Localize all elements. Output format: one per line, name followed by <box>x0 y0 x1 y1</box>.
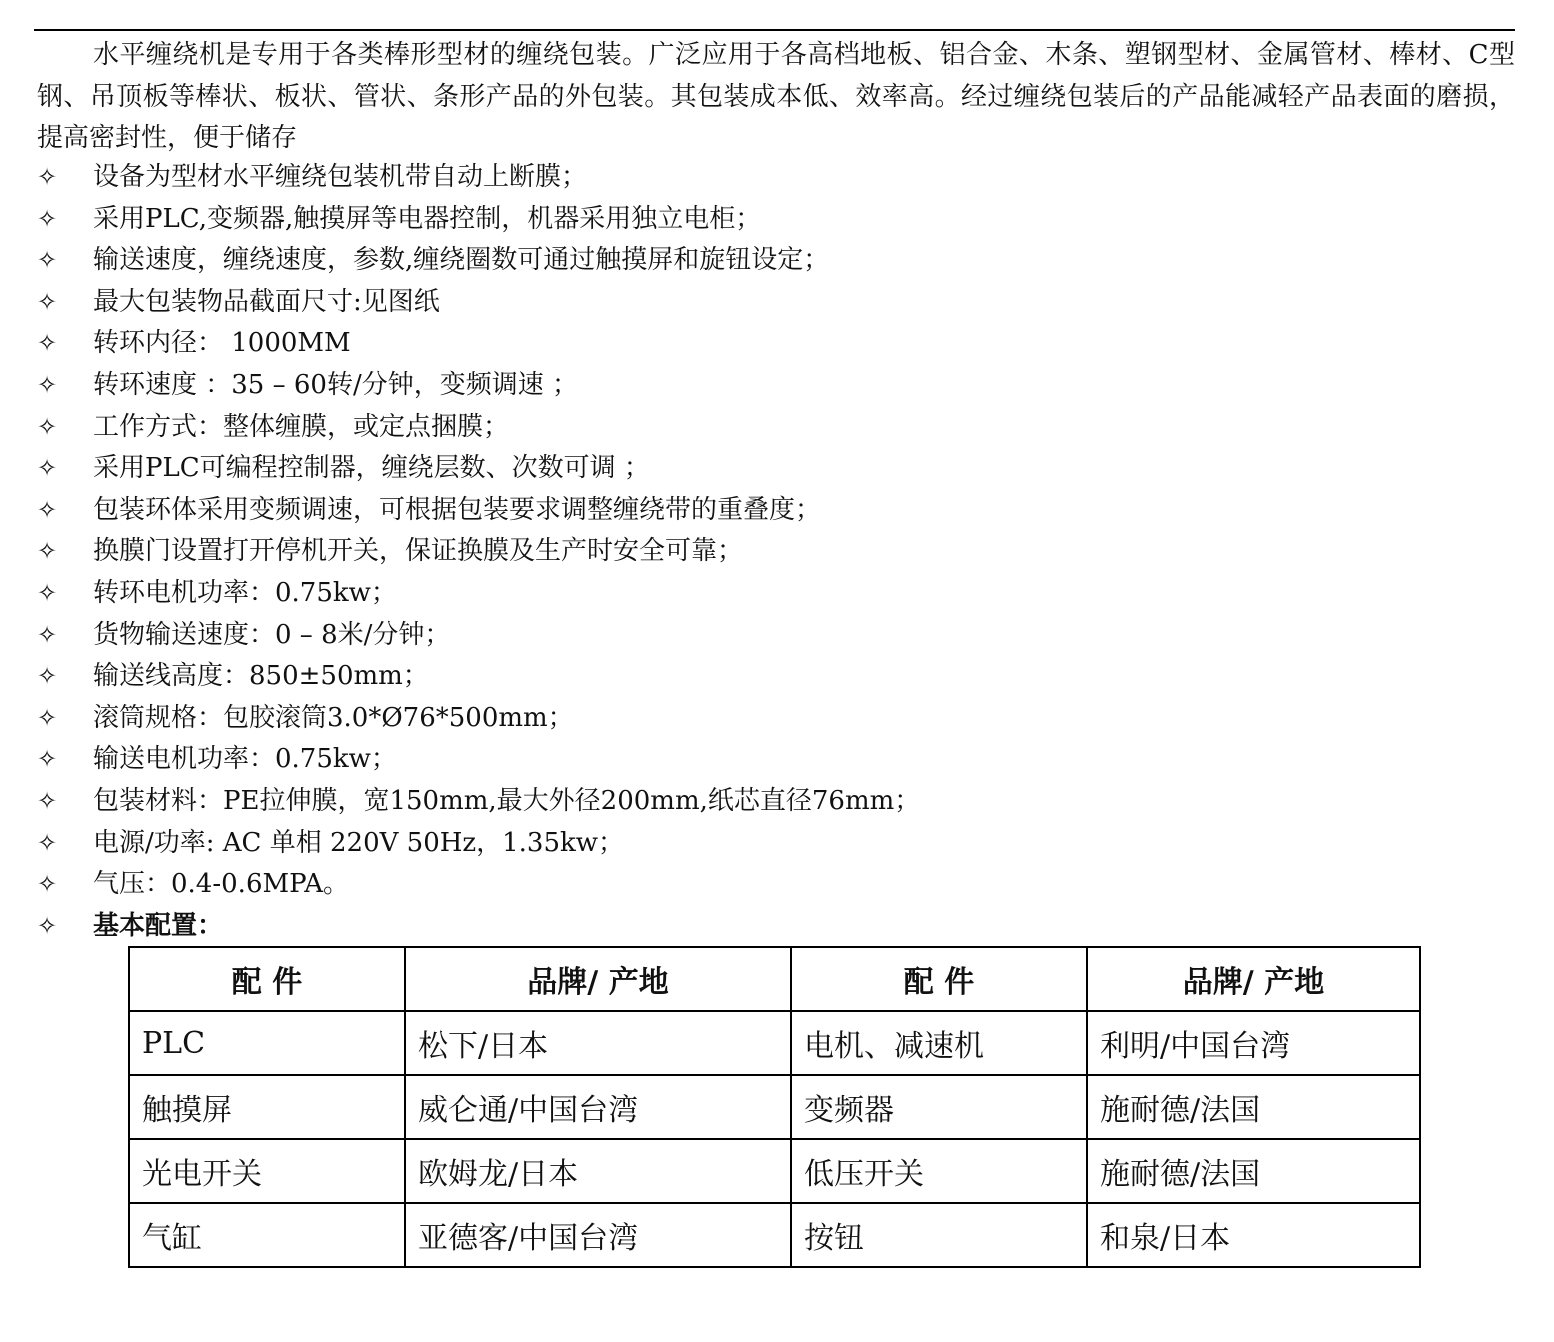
spec-text: 电源/功率: AC 单相 220V 50Hz，1.35kw； <box>93 827 625 858</box>
diamond-bullet-icon: ✧ <box>37 204 58 233</box>
spec-item <box>37 823 1507 865</box>
diamond-bullet-icon: ✧ <box>37 454 58 483</box>
spec-item <box>37 448 1507 490</box>
table-cell: 施耐德/法国 <box>1087 1139 1420 1203</box>
spec-text: 货物输送速度：0 – 8米/分钟； <box>93 619 451 650</box>
diamond-bullet-icon: ✧ <box>37 870 58 899</box>
spec-item <box>37 864 1507 906</box>
table-cell: 施耐德/法国 <box>1087 1075 1420 1139</box>
table-cell: PLC <box>129 1011 405 1075</box>
diamond-bullet-icon: ✧ <box>37 287 58 316</box>
diamond-bullet-icon: ✧ <box>37 163 58 191</box>
config-table <box>128 946 1421 1268</box>
spec-item <box>37 157 1507 199</box>
spec-text: 工作方式：整体缠膜，或定点捆膜； <box>93 411 510 442</box>
header-brand-origin: 品牌/ 产地 <box>405 947 791 1011</box>
spec-text: 转环电机功率：0.75kw； <box>93 577 397 608</box>
header-part: 配 件 <box>791 947 1087 1011</box>
table-cell: 欧姆龙/日本 <box>405 1139 791 1203</box>
diamond-bullet-icon: ✧ <box>37 620 58 649</box>
table-cell: 按钮 <box>791 1203 1087 1267</box>
spec-text: 采用PLC,变频器,触摸屏等电器控制，机器采用独立电柜； <box>93 203 762 234</box>
header-brand-origin: 品牌/ 产地 <box>1087 947 1420 1011</box>
table-cell: 光电开关 <box>129 1139 405 1203</box>
table-cell: 利明/中国台湾 <box>1087 1011 1420 1075</box>
header-part: 配 件 <box>129 947 405 1011</box>
spec-text: 滚筒规格：包胶滚筒3.0*Ø76*500mm； <box>93 702 574 733</box>
diamond-bullet-icon: ✧ <box>37 537 58 566</box>
table-row <box>129 1203 1420 1267</box>
diamond-bullet-icon: ✧ <box>37 745 58 774</box>
spec-item <box>37 739 1507 781</box>
diamond-bullet-icon: ✧ <box>37 786 58 815</box>
table-cell: 和泉/日本 <box>1087 1203 1420 1267</box>
table-cell: 变频器 <box>791 1075 1087 1139</box>
table-row <box>129 1139 1420 1203</box>
spec-text: 输送电机功率：0.75kw； <box>93 744 397 775</box>
spec-text: 包装材料：PE拉伸膜，宽150mm,最大外径200mm,纸芯直径76mm； <box>93 785 921 816</box>
diamond-bullet-icon: ✧ <box>37 495 58 524</box>
spec-text: 输送速度，缠绕速度，参数,缠绕圈数可通过触摸屏和旋钮设定； <box>93 245 830 276</box>
spec-item <box>37 282 1507 324</box>
table-cell: 亚德客/中国台湾 <box>405 1203 791 1267</box>
diamond-bullet-icon: ✧ <box>37 578 58 607</box>
diamond-bullet-icon: ✧ <box>37 246 58 275</box>
spec-item <box>37 240 1507 282</box>
spec-item <box>37 365 1507 407</box>
spec-item <box>37 781 1507 823</box>
diamond-bullet-icon: ✧ <box>37 412 58 441</box>
diamond-bullet-icon: ✧ <box>37 911 58 940</box>
config-heading-item <box>37 906 1507 948</box>
diamond-bullet-icon: ✧ <box>37 703 58 732</box>
table-cell: 松下/日本 <box>405 1011 791 1075</box>
diamond-bullet-icon: ✧ <box>37 370 58 399</box>
table-header-row <box>129 947 1420 1011</box>
spec-item <box>37 615 1507 657</box>
spec-text: 设备为型材水平缠绕包装机带自动上断膜； <box>93 162 588 192</box>
spec-text: 包装环体采用变频调速，可根据包装要求调整缠绕带的重叠度； <box>93 494 822 525</box>
table-cell: 威仑通/中国台湾 <box>405 1075 791 1139</box>
spec-item <box>37 531 1507 573</box>
spec-text: 最大包装物品截面尺寸:见图纸 <box>93 286 440 317</box>
table-cell: 气缸 <box>129 1203 405 1267</box>
spec-item <box>37 323 1507 365</box>
spec-item <box>37 573 1507 615</box>
table-cell: 电机、减速机 <box>791 1011 1087 1075</box>
spec-text: 转环速度 ：35 – 60转/分钟，变频调速 ； <box>93 369 578 400</box>
spec-text: 换膜门设置打开停机开关，保证换膜及生产时安全可靠； <box>93 536 744 567</box>
spec-text: 采用PLC可编程控制器，缠绕层数、次数可调 ； <box>93 453 650 484</box>
spec-text: 气压：0.4-0.6MPA。 <box>93 869 349 900</box>
intro-paragraph: 水平缠绕机是专用于各类棒形型材的缠绕包装。广泛应用于各高档地板、铝合金、木条、塑钢型材、金属管材、棒材、C型钢、吊顶板等棒状、板状、管状、条形产品的外包装。其包装成本低、效率高。经过缠绕包装后的产品能减轻产品表面的磨损，提高密封性，便于储存 <box>37 40 1515 154</box>
table-row <box>129 1075 1420 1139</box>
config-heading: 基本配置： <box>93 910 224 941</box>
spec-list <box>37 157 1507 947</box>
spec-text: 转环内径： 1000MM <box>93 328 351 359</box>
table-row <box>129 1011 1420 1075</box>
diamond-bullet-icon: ✧ <box>37 828 58 857</box>
spec-item <box>37 199 1507 241</box>
diamond-bullet-icon: ✧ <box>37 662 58 691</box>
diamond-bullet-icon: ✧ <box>37 329 58 358</box>
spec-item <box>37 407 1507 449</box>
spec-item <box>37 698 1507 740</box>
spec-text: 输送线高度：850±50mm； <box>93 661 429 692</box>
table-cell: 触摸屏 <box>129 1075 405 1139</box>
top-rule <box>34 29 1515 31</box>
spec-item <box>37 490 1507 532</box>
spec-item <box>37 656 1507 698</box>
table-cell: 低压开关 <box>791 1139 1087 1203</box>
